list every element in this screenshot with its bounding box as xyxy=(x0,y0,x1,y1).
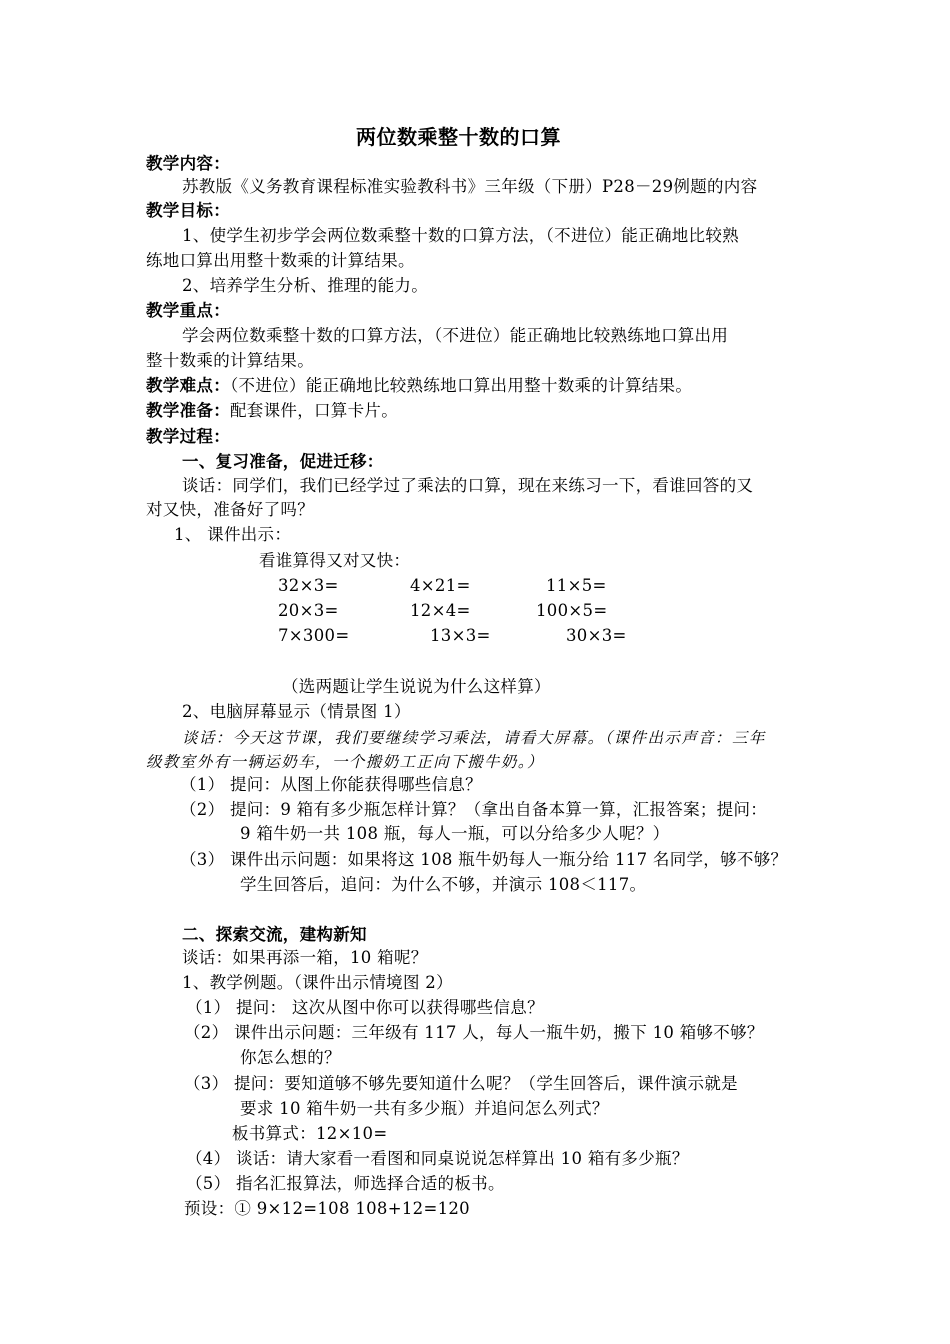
section-2-question-5: （5） 指名汇报算法，师选择合适的板书。 xyxy=(186,1174,505,1193)
difficulty-line xyxy=(146,375,692,397)
section-2-preset: 预设：① 9×12=108 108+12=120 xyxy=(184,1199,470,1218)
section-1-talk-line-2: 对又快，准备好了吗？ xyxy=(146,500,314,519)
section-1-question-3-line-2: 学生回答后，追问：为什么不够，并演示 108＜117。 xyxy=(240,875,647,894)
section-1-heading: 一、复习准备，促进迁移： xyxy=(182,452,384,471)
quiz-item: 32×3= xyxy=(278,576,339,595)
section-2-board-formula: 板书算式：12×10= xyxy=(232,1124,388,1143)
section-2-question-1: （1） 提问： 这次从图中你可以获得哪些信息？ xyxy=(186,998,544,1017)
section-2-question-4: （4） 谈话：请大家看一看图和同桌说说怎样算出 10 箱有多少瓶？ xyxy=(186,1149,689,1168)
section-2-question-3-line-1: （3） 提问：要知道够不够先要知道什么呢？（学生回答后，课件演示就是 xyxy=(184,1074,738,1093)
goals-heading: 教学目标： xyxy=(146,201,230,220)
content-heading: 教学内容： xyxy=(146,154,230,173)
quiz-item: 11×5= xyxy=(546,576,607,595)
page-title: 两位数乘整十数的口算 xyxy=(356,125,561,149)
section-2-talk: 谈话：如果再添一箱，10 箱呢？ xyxy=(182,948,428,967)
quiz-title: 看谁算得又对又快： xyxy=(259,551,411,570)
handwritten-talk-line-2: 级教室外有一辆运奶车，一个搬奶工正向下搬牛奶。） xyxy=(146,753,544,771)
goal-1-line-2: 练地口算出用整十数乘的计算结果。 xyxy=(146,251,415,270)
process-heading: 教学过程： xyxy=(146,427,230,446)
goal-2: 2、培养学生分析、推理的能力。 xyxy=(182,276,428,295)
section-1-question-2-line-1: （2） 提问：9 箱有多少瓶怎样计算？（拿出自备本算一算，汇报答案；提问： xyxy=(180,800,768,819)
section-1-question-3-line-1: （3） 课件出示问题：如果将这 108 瓶牛奶每人一瓶分给 117 名同学，够不够？ xyxy=(180,850,788,869)
section-1-item-2: 2、电脑屏幕显示（情景图 1） xyxy=(182,702,411,721)
section-2-question-2-line-1: （2） 课件出示问题：三年级有 117 人，每人一瓶牛奶，搬下 10 箱够不够？ xyxy=(184,1023,764,1042)
prep-line xyxy=(146,400,398,422)
section-1-item-1: 1、 课件出示： xyxy=(174,525,292,544)
key-line-1: 学会两位数乘整十数的口算方法，（不进位）能正确地比较熟练地口算出用 xyxy=(182,326,729,345)
difficulty-heading: 教学难点： xyxy=(146,376,230,395)
quiz-item: 12×4= xyxy=(410,601,471,620)
quiz-item: 20×3= xyxy=(278,601,339,620)
section-2-question-3-line-2: 要求 10 箱牛奶一共有多少瓶）并追问怎么列式？ xyxy=(240,1099,609,1118)
prep-text: 配套课件，口算卡片。 xyxy=(230,401,398,420)
section-1-question-1: （1） 提问：从图上你能获得哪些信息？ xyxy=(180,775,482,794)
section-2-heading: 二、探索交流，建构新知 xyxy=(182,925,367,944)
handwritten-talk-line-1: 谈话：今天这节课，我们要继续学习乘法，请看大屏幕。（课件出示声音：三年 xyxy=(182,729,766,747)
quiz-item: 7×300= xyxy=(278,626,350,645)
key-line-2: 整十数乘的计算结果。 xyxy=(146,351,314,370)
difficulty-text: （不进位）能正确地比较熟练地口算出用整十数乘的计算结果。 xyxy=(230,376,693,395)
section-2-question-2-line-2: 你怎么想的？ xyxy=(240,1048,341,1067)
section-2-item-1: 1、教学例题。（课件出示情境图 2） xyxy=(182,973,453,992)
section-1-note: （选两题让学生说说为什么这样算） xyxy=(282,677,551,696)
content-text: 苏教版《义务教育课程标准实验教科书》三年级（下册）P28－29例题的内容 xyxy=(182,177,758,196)
quiz-item: 30×3= xyxy=(566,626,627,645)
key-heading: 教学重点： xyxy=(146,301,230,320)
quiz-item: 4×21= xyxy=(410,576,471,595)
goal-1-line-1: 1、使学生初步学会两位数乘整十数的口算方法，（不进位）能正确地比较熟 xyxy=(182,226,739,245)
quiz-item: 100×5= xyxy=(536,601,608,620)
section-1-question-2-line-2: 9 箱牛奶一共 108 瓶，每人一瓶，可以分给多少人呢？） xyxy=(240,824,670,843)
section-1-talk-line-1: 谈话：同学们，我们已经学过了乘法的口算，现在来练习一下，看谁回答的又 xyxy=(182,476,754,495)
quiz-item: 13×3= xyxy=(430,626,491,645)
prep-heading: 教学准备： xyxy=(146,401,230,420)
